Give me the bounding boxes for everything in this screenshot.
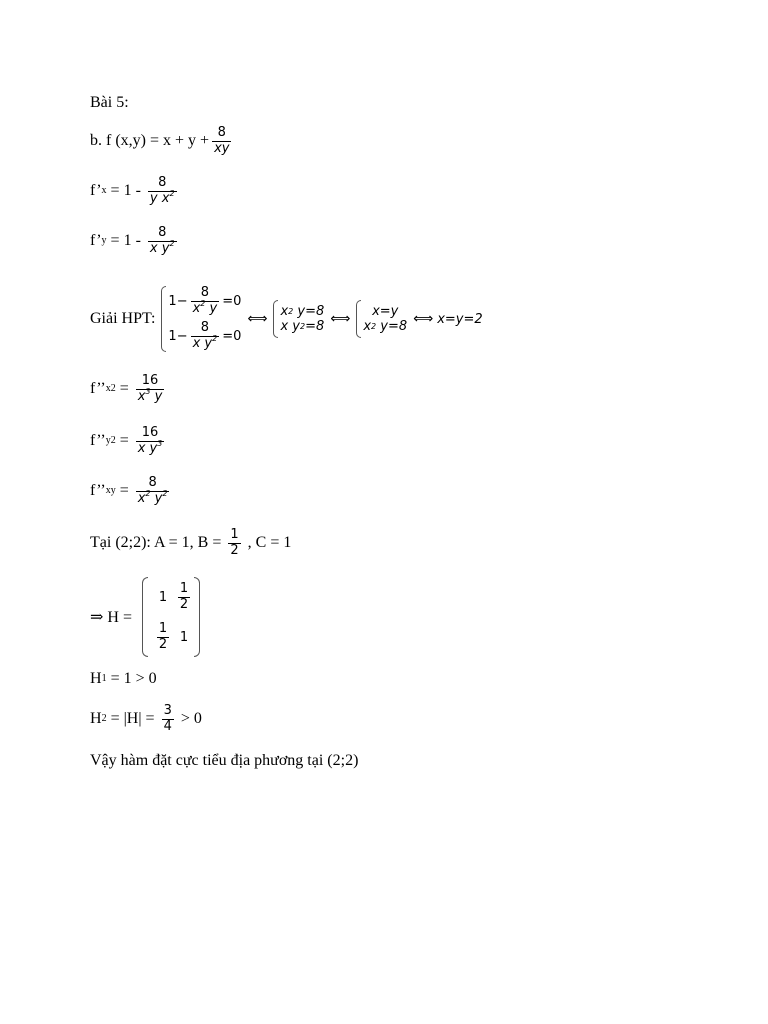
denominator-exponent: 2 — [212, 333, 218, 343]
hessian-prefix: ⇒ H = — [90, 609, 136, 626]
hessian-line — [90, 576, 200, 658]
partial-rest: = 1 - — [106, 182, 145, 200]
system-row: x y 2 =8 — [280, 319, 325, 334]
row-prefix: 1− — [168, 294, 188, 310]
matrix-cell — [178, 582, 190, 613]
second-partial-fraction — [136, 476, 170, 507]
partial-label: f’’ — [90, 432, 106, 450]
term-tail: y=8 — [376, 319, 408, 334]
fraction-denominator: 2 — [158, 636, 168, 652]
term-tail: y=8 — [293, 304, 325, 319]
matrix-cell — [157, 622, 169, 653]
fraction-numerator: 1 — [158, 620, 168, 636]
system-row — [168, 321, 241, 352]
second-partial-yy: f’’ y 2 = $\frac{16}{x y^3}$ — [90, 425, 163, 456]
fraction-denominator — [191, 333, 220, 352]
denominator-exponent: 2 — [162, 488, 168, 498]
fraction-denominator — [148, 238, 177, 257]
fraction-numerator: 8 — [148, 475, 157, 490]
denominator-exponent: 2 — [200, 299, 206, 309]
system-row — [168, 286, 241, 317]
system-row: x 2 y=8 — [363, 319, 408, 334]
partial-label: f’ — [90, 182, 102, 200]
fraction-denominator: 2 — [230, 542, 239, 558]
left-brace — [273, 300, 278, 338]
minor-rest: = |H| = — [106, 710, 159, 728]
exercise-title — [90, 94, 129, 112]
denominator-base: x — [137, 388, 146, 404]
h2-line: H 2 = |H| = $\frac{3}{4}$ > 0 — [90, 703, 202, 734]
matrix-cell: 1 — [158, 589, 168, 605]
hessian-matrix — [142, 577, 200, 657]
system-rows — [168, 286, 241, 352]
row-fraction — [191, 286, 220, 317]
matrix-grid — [148, 577, 194, 657]
minor-rest: = 1 > 0 — [106, 670, 157, 687]
denominator-base: x y — [137, 440, 158, 456]
minor-label: H — [90, 670, 102, 687]
denominator-base: x — [192, 301, 201, 317]
row-prefix: 1− — [168, 328, 188, 344]
fraction-numerator: 8 — [158, 175, 167, 190]
equals-sign: = — [115, 482, 133, 500]
equals-sign: = — [115, 380, 133, 398]
system-label: Giải HPT: — [90, 310, 160, 327]
function-prefix: b. f (x,y) = x + y + — [90, 132, 210, 150]
partial-label: f’’ — [90, 380, 106, 398]
evaluation-suffix: , C = 1 — [243, 534, 292, 552]
fraction-denominator — [136, 386, 165, 405]
row-suffix: =0 — [222, 294, 242, 310]
equivalence-arrow: ⟺ — [247, 311, 268, 327]
denominator-exponent: 2 — [169, 188, 175, 198]
equivalence-arrow: ⟺ — [413, 311, 434, 327]
denominator-base: y x — [149, 190, 170, 206]
system-1 — [161, 286, 241, 352]
system-result: x=y=2 — [437, 311, 483, 327]
fraction-numerator: 8 — [158, 225, 167, 240]
function-definition — [90, 126, 234, 157]
term: x=y — [372, 304, 399, 319]
system-rows — [363, 304, 407, 334]
fraction-denominator: 4 — [163, 718, 172, 734]
title-text: Bài 5: — [90, 94, 129, 111]
partial-x-fraction — [148, 176, 177, 207]
denominator-tail: y — [205, 301, 218, 317]
fraction-numerator: 16 — [141, 425, 159, 440]
fraction-numerator: 3 — [163, 703, 172, 718]
denominator-tail: y — [150, 388, 163, 404]
right-paren — [194, 577, 200, 657]
second-partial-fraction — [136, 426, 165, 457]
b-fraction — [228, 528, 240, 559]
fraction-numerator: 1 — [179, 580, 189, 596]
system-row — [363, 304, 407, 319]
minor-label: H — [90, 710, 102, 728]
fraction-denominator — [148, 188, 177, 207]
conclusion — [90, 752, 358, 770]
term-base: x y — [280, 319, 300, 334]
equation-system-line — [90, 276, 483, 362]
left-brace — [161, 286, 166, 352]
fraction-numerator: 8 — [200, 285, 210, 301]
minor-suffix: > 0 — [176, 710, 202, 728]
second-partial-xx: f’’ x 2 = $\frac{16}{x^3 y}$ — [90, 373, 163, 404]
denominator-exponent: 3 — [157, 438, 163, 448]
fraction-numerator: 8 — [200, 320, 210, 335]
term-tail: =8 — [305, 319, 325, 334]
conclusion-text: Vậy hàm đặt cực tiểu địa phương tại (2;2) — [90, 752, 359, 769]
term-base: x — [280, 304, 289, 319]
fraction-numerator: 8 — [217, 125, 226, 140]
denominator-exponent: 3 — [145, 386, 151, 396]
partial-x: f’ x = 1 - $\frac{8}{y x^2}$ — [90, 175, 175, 206]
equivalence-arrow: ⟺ — [330, 311, 351, 327]
system-rows — [280, 304, 324, 334]
denominator-exponent: 2 — [169, 238, 175, 248]
partial-y-fraction — [148, 226, 177, 257]
fraction-denominator: xy — [214, 140, 230, 156]
fraction-numerator: 1 — [230, 527, 239, 542]
evaluation-at-point — [90, 528, 291, 559]
evaluation-prefix: Tại (2;2): A = 1, B = — [90, 534, 226, 552]
term-base: x — [363, 319, 372, 334]
fraction-denominator: 2 — [179, 596, 189, 612]
denominator-base: x — [137, 490, 146, 506]
partial-rest: = 1 - — [106, 232, 145, 250]
denominator-base: x y — [149, 240, 170, 256]
second-partial-xy: f’’ xy = $\frac{8}{x^2 y^2}$ — [90, 475, 168, 506]
system-2 — [273, 300, 324, 338]
fraction-numerator: 16 — [141, 373, 159, 388]
denominator-base: x y — [192, 335, 213, 351]
second-partial-fraction — [136, 374, 165, 405]
fraction-denominator — [136, 488, 170, 507]
equals-sign: = — [115, 432, 133, 450]
denominator-exponent: 2 — [145, 488, 151, 498]
partial-y: f’ y = 1 - $\frac{8}{x y^2}$ — [90, 225, 175, 256]
row-suffix: =0 — [222, 328, 242, 344]
fraction-denominator — [191, 301, 220, 317]
matrix-cell: 1 — [179, 629, 189, 645]
system-3 — [356, 300, 407, 338]
left-brace — [356, 300, 361, 338]
fraction-denominator — [136, 438, 165, 457]
partial-label: f’ — [90, 232, 102, 250]
denominator-tail: y — [150, 490, 163, 506]
system-row: x 2 y=8 — [280, 304, 325, 319]
function-fraction — [212, 126, 231, 157]
determinant-fraction — [162, 704, 174, 735]
h1-line: H 1 = 1 > 0 — [90, 670, 157, 687]
row-fraction — [191, 321, 220, 352]
partial-label: f’’ — [90, 482, 106, 500]
